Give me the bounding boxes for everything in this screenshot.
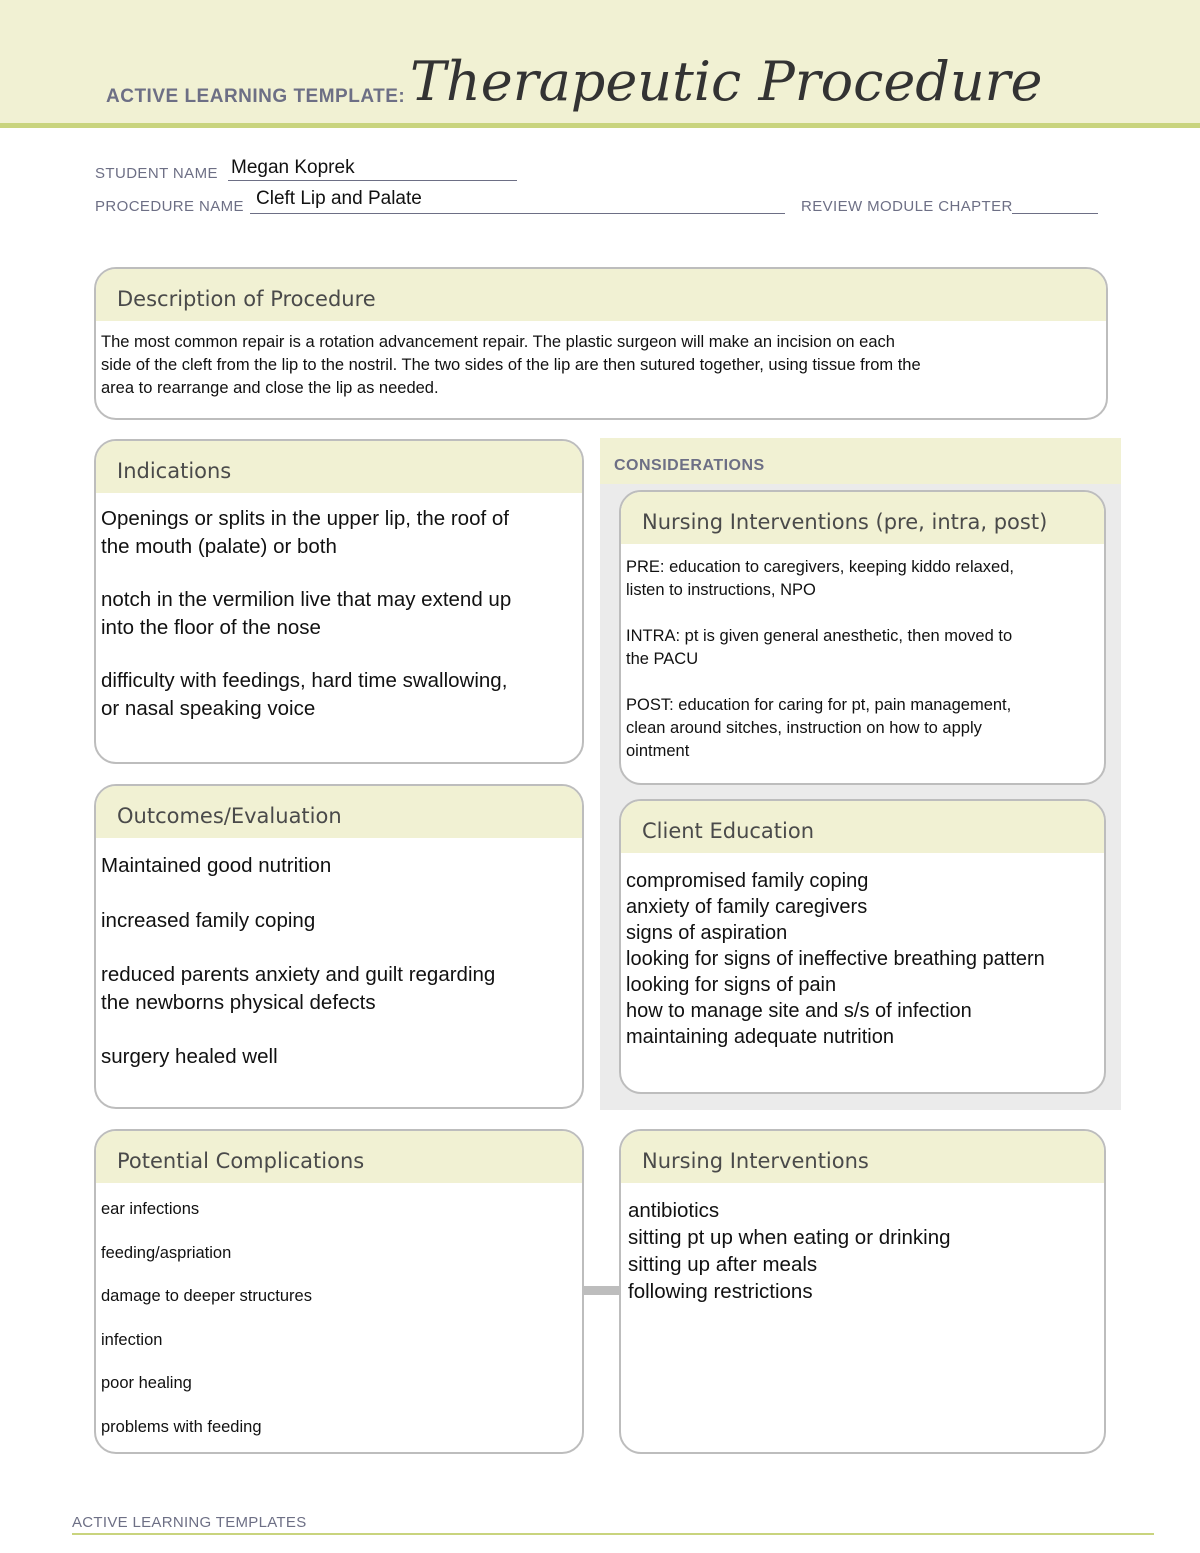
outcomes-line: Maintained good nutrition (101, 854, 332, 877)
header-divider (0, 123, 1200, 128)
client-education-line: looking for signs of pain (626, 974, 837, 996)
client-education-line: anxiety of family caregivers (626, 896, 868, 918)
nursing-line: PRE: education to caregivers, keeping kiddo relaxed, (626, 558, 1014, 576)
description-title: Description of Procedure (96, 269, 1106, 323)
outcomes-body[interactable] (96, 840, 582, 1071)
complications-title: Potential Complications (96, 1131, 582, 1185)
student-name-underline (228, 180, 517, 181)
nursing-intervention-line: sitting up after meals (628, 1253, 818, 1276)
complication-item: feeding/aspriation (101, 1243, 232, 1262)
client-education-line: compromised family coping (626, 870, 869, 892)
nursing-line: listen to instructions, NPO (626, 581, 816, 599)
indications-title: Indications (96, 441, 582, 495)
nursing-pre-intra-post-box (619, 490, 1106, 785)
client-education-box (619, 799, 1106, 1094)
outcomes-line: the newborns physical defects (101, 990, 376, 1014)
indications-line: Openings or splits in the upper lip, the roof of (101, 507, 509, 530)
description-line: side of the cleft from the lip to the nostril. The two sides of the lip are then sutured together, using tissue from the (101, 356, 921, 374)
nursing-intervention-line: sitting pt up when eating or drinking (628, 1226, 951, 1249)
connector-bar (583, 1286, 621, 1295)
client-education-line: looking for signs of ineffective breathing pattern (626, 948, 1045, 970)
nursing-line: ointment (626, 742, 690, 760)
complication-item: infection (101, 1330, 163, 1349)
nursing-line: INTRA: pt is given general anesthetic, then moved to (626, 627, 1013, 645)
page-title: Therapeutic Procedure (410, 50, 1043, 113)
client-education-body[interactable] (621, 855, 1104, 1050)
indications-line: into the floor of the nose (101, 615, 321, 639)
footer-label: ACTIVE LEARNING TEMPLATES (72, 1514, 307, 1531)
review-module-label: REVIEW MODULE CHAPTER (801, 198, 1013, 215)
nursing-line: POST: education for caring for pt, pain management, (626, 696, 1012, 714)
indications-line: the mouth (palate) or both (101, 534, 337, 558)
nursing-interventions-box (619, 1129, 1106, 1454)
complications-box (94, 1129, 584, 1454)
complication-item: problems with feeding (101, 1417, 262, 1436)
nursing-paragraph (626, 556, 1099, 602)
indications-line: notch in the vermilion live that may extend up (101, 588, 512, 611)
description-line: The most common repair is a rotation advancement repair. The plastic surgeon will make an incision on each (101, 333, 895, 351)
nursing-pre-intra-post-title: Nursing Interventions (pre, intra, post) (621, 492, 1104, 546)
client-education-line: signs of aspiration (626, 922, 788, 944)
nursing-paragraph (626, 625, 1099, 671)
indications-line: or nasal speaking voice (101, 696, 316, 720)
indications-body[interactable] (96, 495, 582, 722)
indications-line: difficulty with feedings, hard time swallowing, (101, 669, 508, 692)
student-name-field[interactable]: Megan Koprek (231, 157, 355, 178)
outcomes-title: Outcomes/Evaluation (96, 786, 582, 840)
outcomes-paragraph (101, 907, 577, 935)
nursing-pre-intra-post-body[interactable] (621, 546, 1104, 763)
outcomes-paragraph (101, 961, 577, 1016)
indications-paragraph (101, 586, 577, 641)
nursing-interventions-body[interactable] (621, 1185, 1104, 1305)
nursing-paragraph (626, 694, 1099, 763)
procedure-name-label: PROCEDURE NAME (95, 198, 244, 215)
procedure-name-field[interactable]: Cleft Lip and Palate (256, 188, 422, 209)
outcomes-paragraph (101, 852, 577, 880)
nursing-line: clean around sitches, instruction on how to apply (626, 719, 982, 737)
outcomes-line: reduced parents anxiety and guilt regarding (101, 963, 496, 986)
indications-paragraph (101, 667, 577, 722)
outcomes-line: increased family coping (101, 908, 316, 932)
procedure-name-underline (250, 213, 785, 214)
footer-divider (72, 1533, 1154, 1535)
complication-item: poor healing (101, 1374, 192, 1392)
complications-body[interactable] (96, 1185, 582, 1437)
review-module-field[interactable] (1012, 213, 1098, 214)
nursing-intervention-line: antibiotics (628, 1199, 720, 1222)
client-education-line: maintaining adequate nutrition (626, 1026, 894, 1048)
description-box (94, 267, 1108, 420)
complication-item: ear infections (101, 1200, 200, 1218)
outcomes-paragraph (101, 1043, 577, 1071)
indications-paragraph (101, 505, 577, 560)
complication-item: damage to deeper structures (101, 1287, 312, 1305)
outcomes-box (94, 784, 584, 1109)
indications-box (94, 439, 584, 764)
description-line: area to rearrange and close the lip as needed. (101, 379, 439, 397)
client-education-line: how to manage site and s/s of infection (626, 1000, 972, 1022)
nursing-line: the PACU (626, 650, 699, 668)
template-label: ACTIVE LEARNING TEMPLATE: (106, 86, 406, 107)
nursing-intervention-line: following restrictions (628, 1280, 813, 1303)
student-name-label: STUDENT NAME (95, 165, 218, 182)
outcomes-line: surgery healed well (101, 1045, 278, 1068)
client-education-title: Client Education (621, 801, 1104, 855)
considerations-label: CONSIDERATIONS (614, 457, 765, 474)
nursing-interventions-title: Nursing Interventions (621, 1131, 1104, 1185)
description-body[interactable] (96, 323, 1106, 400)
